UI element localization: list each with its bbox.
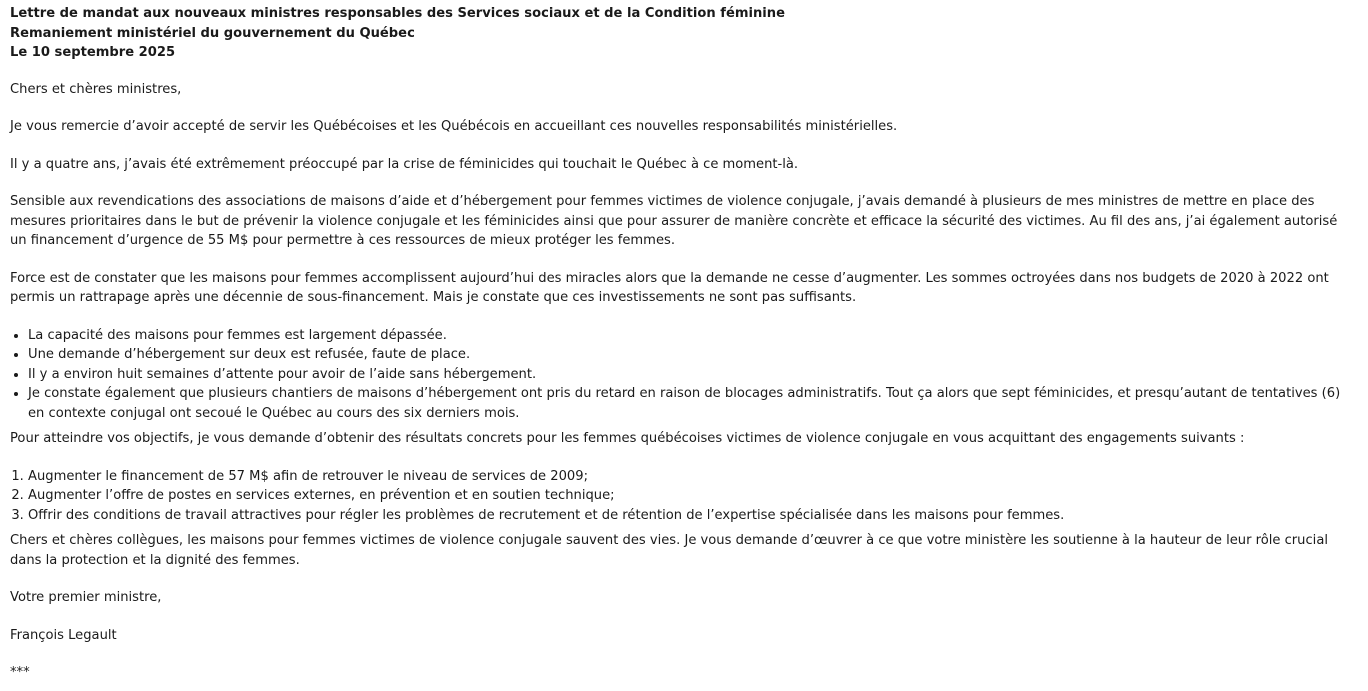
signature: François Legault xyxy=(10,627,117,643)
separator: *** xyxy=(10,665,30,680)
list-item: • Je constate également que plusieurs chantiers de maisons d’hébergement ont pris du retard en raison de blocages administratifs. Tout ça alors que sept féminicides, et presqu’autant de tentatives (6) en contexte conjugal ont secoué le Québec au cours des six derniers mois. xyxy=(28,384,1358,423)
paragraph-context: Il y a quatre ans, j’avais été extrêmement préoccupé par la crise de féminicides qui touchait le Québec à ce moment-là. xyxy=(10,156,799,172)
closing-paragraph: Chers et chères collègues, les maisons pour femmes victimes de violence conjugale sauvent des vies. Je vous demande d’œuvrer à ce que votre ministère les soutienne à la hauteur de leur rôle crucial dans la protection et la dignité des femmes. xyxy=(10,533,1328,568)
letter-subtitle: Remaniement ministériel du gouvernement du Québec xyxy=(10,25,415,41)
list-item: 2. Augmenter l’offre de postes en services externes, en prévention et en soutien technique; xyxy=(28,486,1358,506)
list-item: • La capacité des maisons pour femmes est largement dépassée. xyxy=(28,326,1358,346)
sign-off: Votre premier ministre, xyxy=(10,590,162,605)
list-item: 1. Augmenter le financement de 57 M$ afin de retrouver le niveau de services de 2009; xyxy=(28,467,1358,487)
letter-date: Le 10 septembre 2025 xyxy=(10,45,176,60)
paragraph-thanks: Je vous remercie d’avoir accepté de servir les Québécoises et les Québécois en accueillant ces nouvelles responsabilités ministérielles. xyxy=(10,119,898,134)
paragraph-findings: Force est de constater que les maisons pour femmes accomplissent aujourd’hui des miracles alors que la demande ne cesse d’augmenter. Les sommes octroyées dans nos budgets de 2020 à 2022 ont permis un rattrapage après une décennie de sous-financement. Mais je constate que ces investissements ne sont pas suffisants. xyxy=(10,270,1329,305)
letter-title: Lettre de mandat aux nouveaux ministres responsables des Services sociaux et de la Condition féminine xyxy=(10,6,785,21)
commitments-intro: Pour atteindre vos objectifs, je vous demande d’obtenir des résultats concrets pour les femmes québécoises victimes de violence conjugale en vous acquittant des engagements suivants : xyxy=(10,431,1245,446)
findings-list xyxy=(10,326,1358,424)
paragraph-measures: Sensible aux revendications des associations de maisons d’aide et d’hébergement pour femmes victimes de violence conjugale, j’avais demandé à plusieurs de mes ministres de mettre en place des mesures prioritaires dans le but de prévenir la violence conjugale et les féminicides ainsi que pour assurer de manière concrète et efficace la sécurité des victimes. Au fil des ans, j’ai également autorisé un financement d’urgence de 55 M$ pour permettre à ces ressources de mieux protéger les femmes. xyxy=(10,194,1338,248)
list-item: • Une demande d’hébergement sur deux est refusée, faute de place. xyxy=(28,345,1358,365)
greeting: Chers et chères ministres, xyxy=(10,81,182,97)
commitments-list xyxy=(10,467,1358,526)
letter-header xyxy=(10,4,1358,63)
list-item: • Il y a environ huit semaines d’attente pour avoir de l’aide sans hébergement. xyxy=(28,365,1358,385)
list-item: 3. Offrir des conditions de travail attractives pour régler les problèmes de recrutement et de rétention de l’expertise spécialisée dans les maisons pour femmes. xyxy=(28,506,1358,526)
